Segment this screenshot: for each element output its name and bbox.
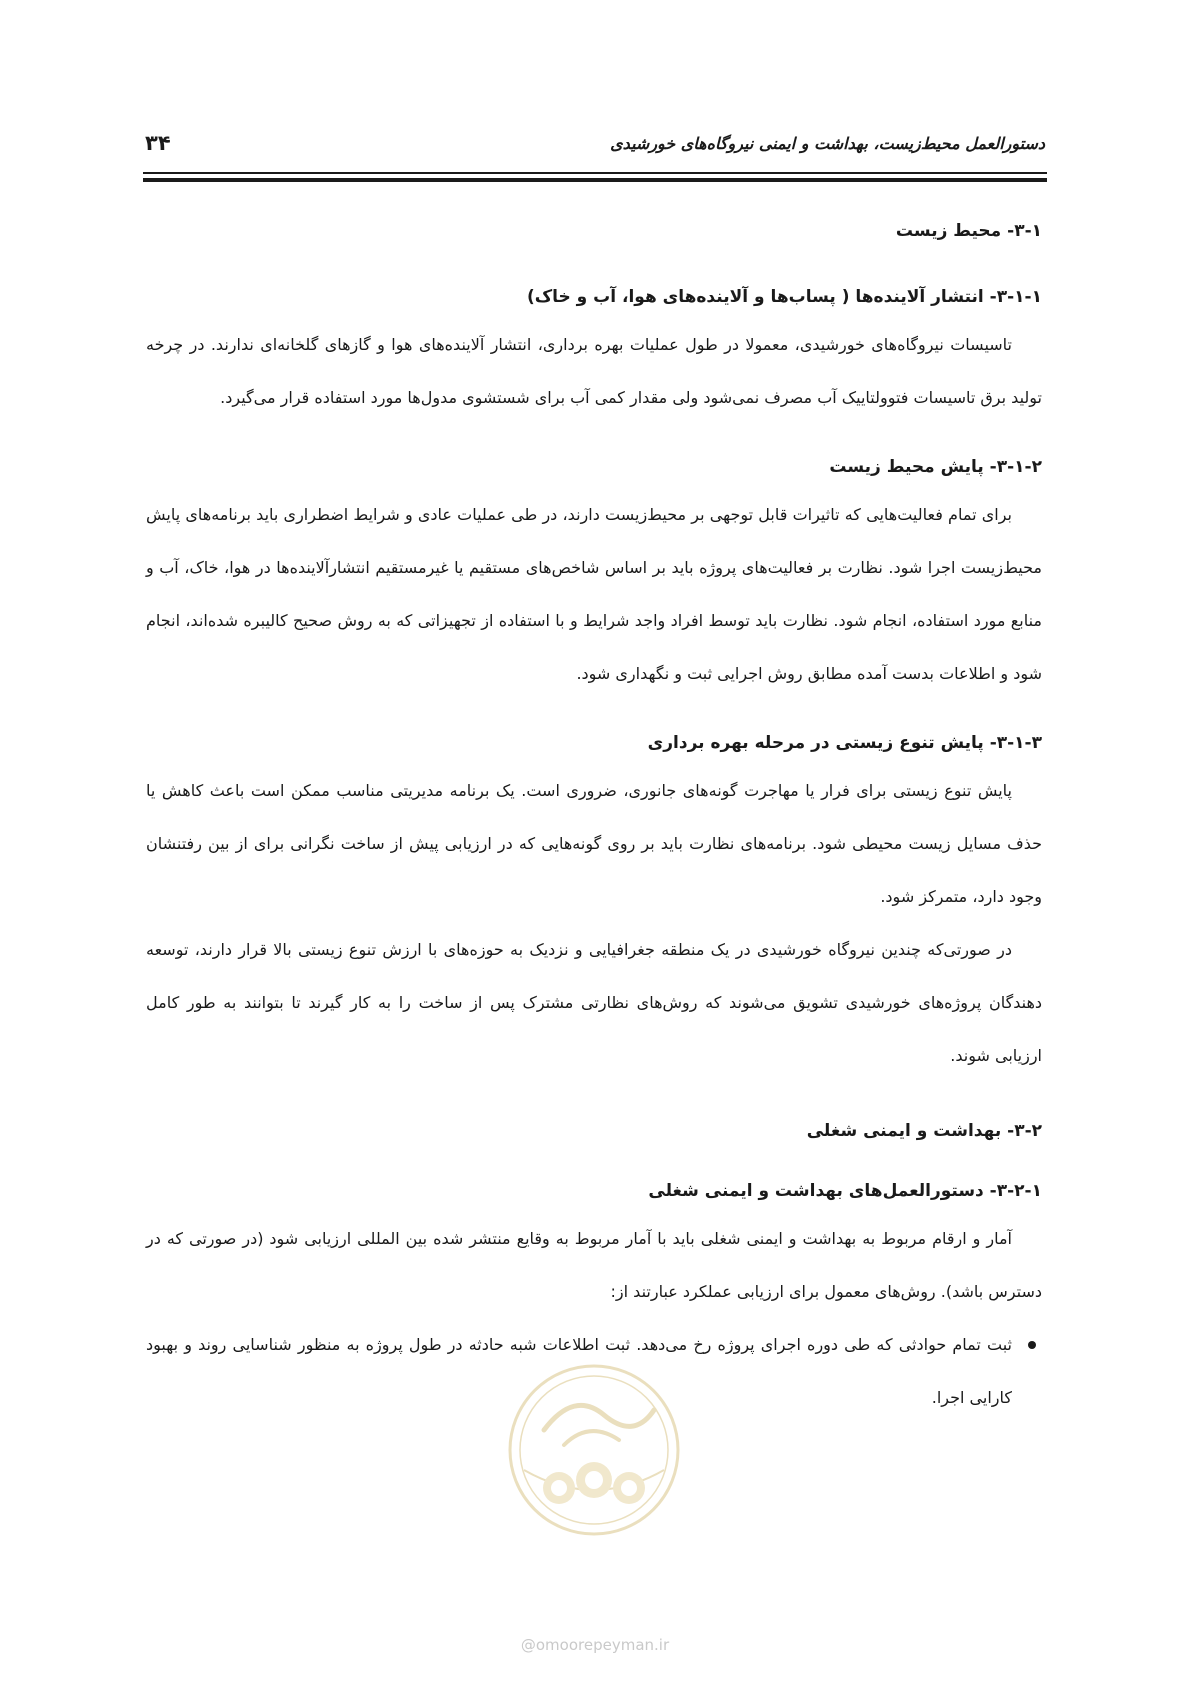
subsection-heading-3-1-2: ۳-۱-۲- پایش محیط زیست [829, 457, 1042, 477]
paragraph-3-1-3-b: در صورتی‌که چندین نیروگاه خورشیدی در یک منطقه جغرافیایی و نزدیک به حوزه‌های با ارزش تنوع زیستی بالا قرار دارند، توسعه دهندگان پروژه‌های خورشیدی تشویق می‌شوند که روش‌های نظارتی مشترک پس از ساخت را به کار گیرند تا بتوانند به طور کامل ارزیابی شوند. [146, 940, 1042, 1065]
page-content [146, 210, 1042, 1424]
paragraph-3-2-1: آمار و ارقام مربوط به بهداشت و ایمنی شغلی باید با آمار مربوط به وقایع منتشر شده بین المللی ارزیابی شود (در صورتی که در دسترس باشد). روش‌های معمول برای ارزیابی عملکرد عبارتند از: [146, 1229, 1042, 1301]
paragraph-3-1-3-a: پایش تنوع زیستی برای فرار یا مهاجرت گونه‌های جانوری، ضروری است. یک برنامه مدیریتی مناسب ممکن است باعث کاهش یا حذف مسایل زیست محیطی شود. برنامه‌های نظارت باید بر روی گونه‌هایی که در ارزیابی پیش از ساخت نگرانی برای از بین رفتنشان وجود دارد، متمرکز شود. [146, 781, 1042, 906]
subsection-heading-3-1-1: ۳-۱-۱- انتشار آلاینده‌ها ( پساب‌ها و آلاینده‌های هوا، آب و خاک) [526, 287, 1042, 307]
spacer [146, 424, 1042, 452]
paragraph-3-1-1: تاسیسات نیروگاه‌های خورشیدی، معمولا در طول عملیات بهره برداری، انتشار آلاینده‌های هوا و گازهای گلخانه‌ای ندارند. در چرخه تولید برق تاسیسات فتوولتاییک آب مصرف نمی‌شود ولی مقدار کمی آب برای شستشوی مدول‌ها مورد استفاده قرار می‌گیرد. [146, 335, 1042, 407]
spacer [146, 700, 1042, 728]
list-item-text: ثبت تمام حوادثی که طی دوره اجرای پروژه رخ می‌دهد. ثبت اطلاعات شبه حادثه در طول پروژه به منظور شناسایی روند و بهبود کارایی اجرا. [146, 1335, 1012, 1407]
watermark-url-text: omoorepeyman.ir [535, 1636, 670, 1654]
running-title: دستورالعمل محیط‌زیست، بهداشت و ایمنی نیروگاه‌های خورشیدی [610, 133, 1045, 153]
subsection-heading-3-2-1: ۳-۲-۱- دستورالعمل‌های بهداشت و ایمنی شغلی [648, 1181, 1042, 1201]
watermark-url [0, 1636, 1190, 1654]
bullet-dot-icon [1028, 1341, 1036, 1349]
at-icon: @ [520, 1636, 536, 1654]
header-rule-thick [143, 178, 1047, 182]
section-heading-3-2: ۳-۲- بهداشت و ایمنی شغلی [806, 1121, 1042, 1141]
paragraph-3-1-2: برای تمام فعالیت‌هایی که تاثیرات قابل توجهی بر محیط‌زیست دارند، در طی عملیات عادی و شرایط اضطراری باید برنامه‌های پایش محیط‌زیست اجرا شود. نظارت بر فعالیت‌های پروژه باید بر اساس شاخص‌های مستقیم یا غیرمستقیم انتشارآلاینده‌ها در هوا، خاک، آب و منابع مورد استفاده، انجام شود. نظارت باید توسط افراد واجد شرایط و با استفاده از تجهیزاتی که به روش صحیح کالیبره شده‌اند، انجام شود و اطلاعات بدست آمده مطابق روش اجرایی ثبت و نگهداری شود. [146, 505, 1042, 683]
header-rule-thin [143, 172, 1047, 174]
page-number: ۳۴ [145, 131, 171, 155]
spacer [146, 1082, 1042, 1110]
running-header [145, 126, 1045, 160]
subsection-heading-3-1-3: ۳-۱-۳- پایش تنوع زیستی در مرحله بهره برداری [647, 733, 1042, 753]
section-heading-3-1: ۳-۱- محیط زیست [895, 221, 1042, 241]
publisher-seal-watermark [504, 1360, 684, 1540]
